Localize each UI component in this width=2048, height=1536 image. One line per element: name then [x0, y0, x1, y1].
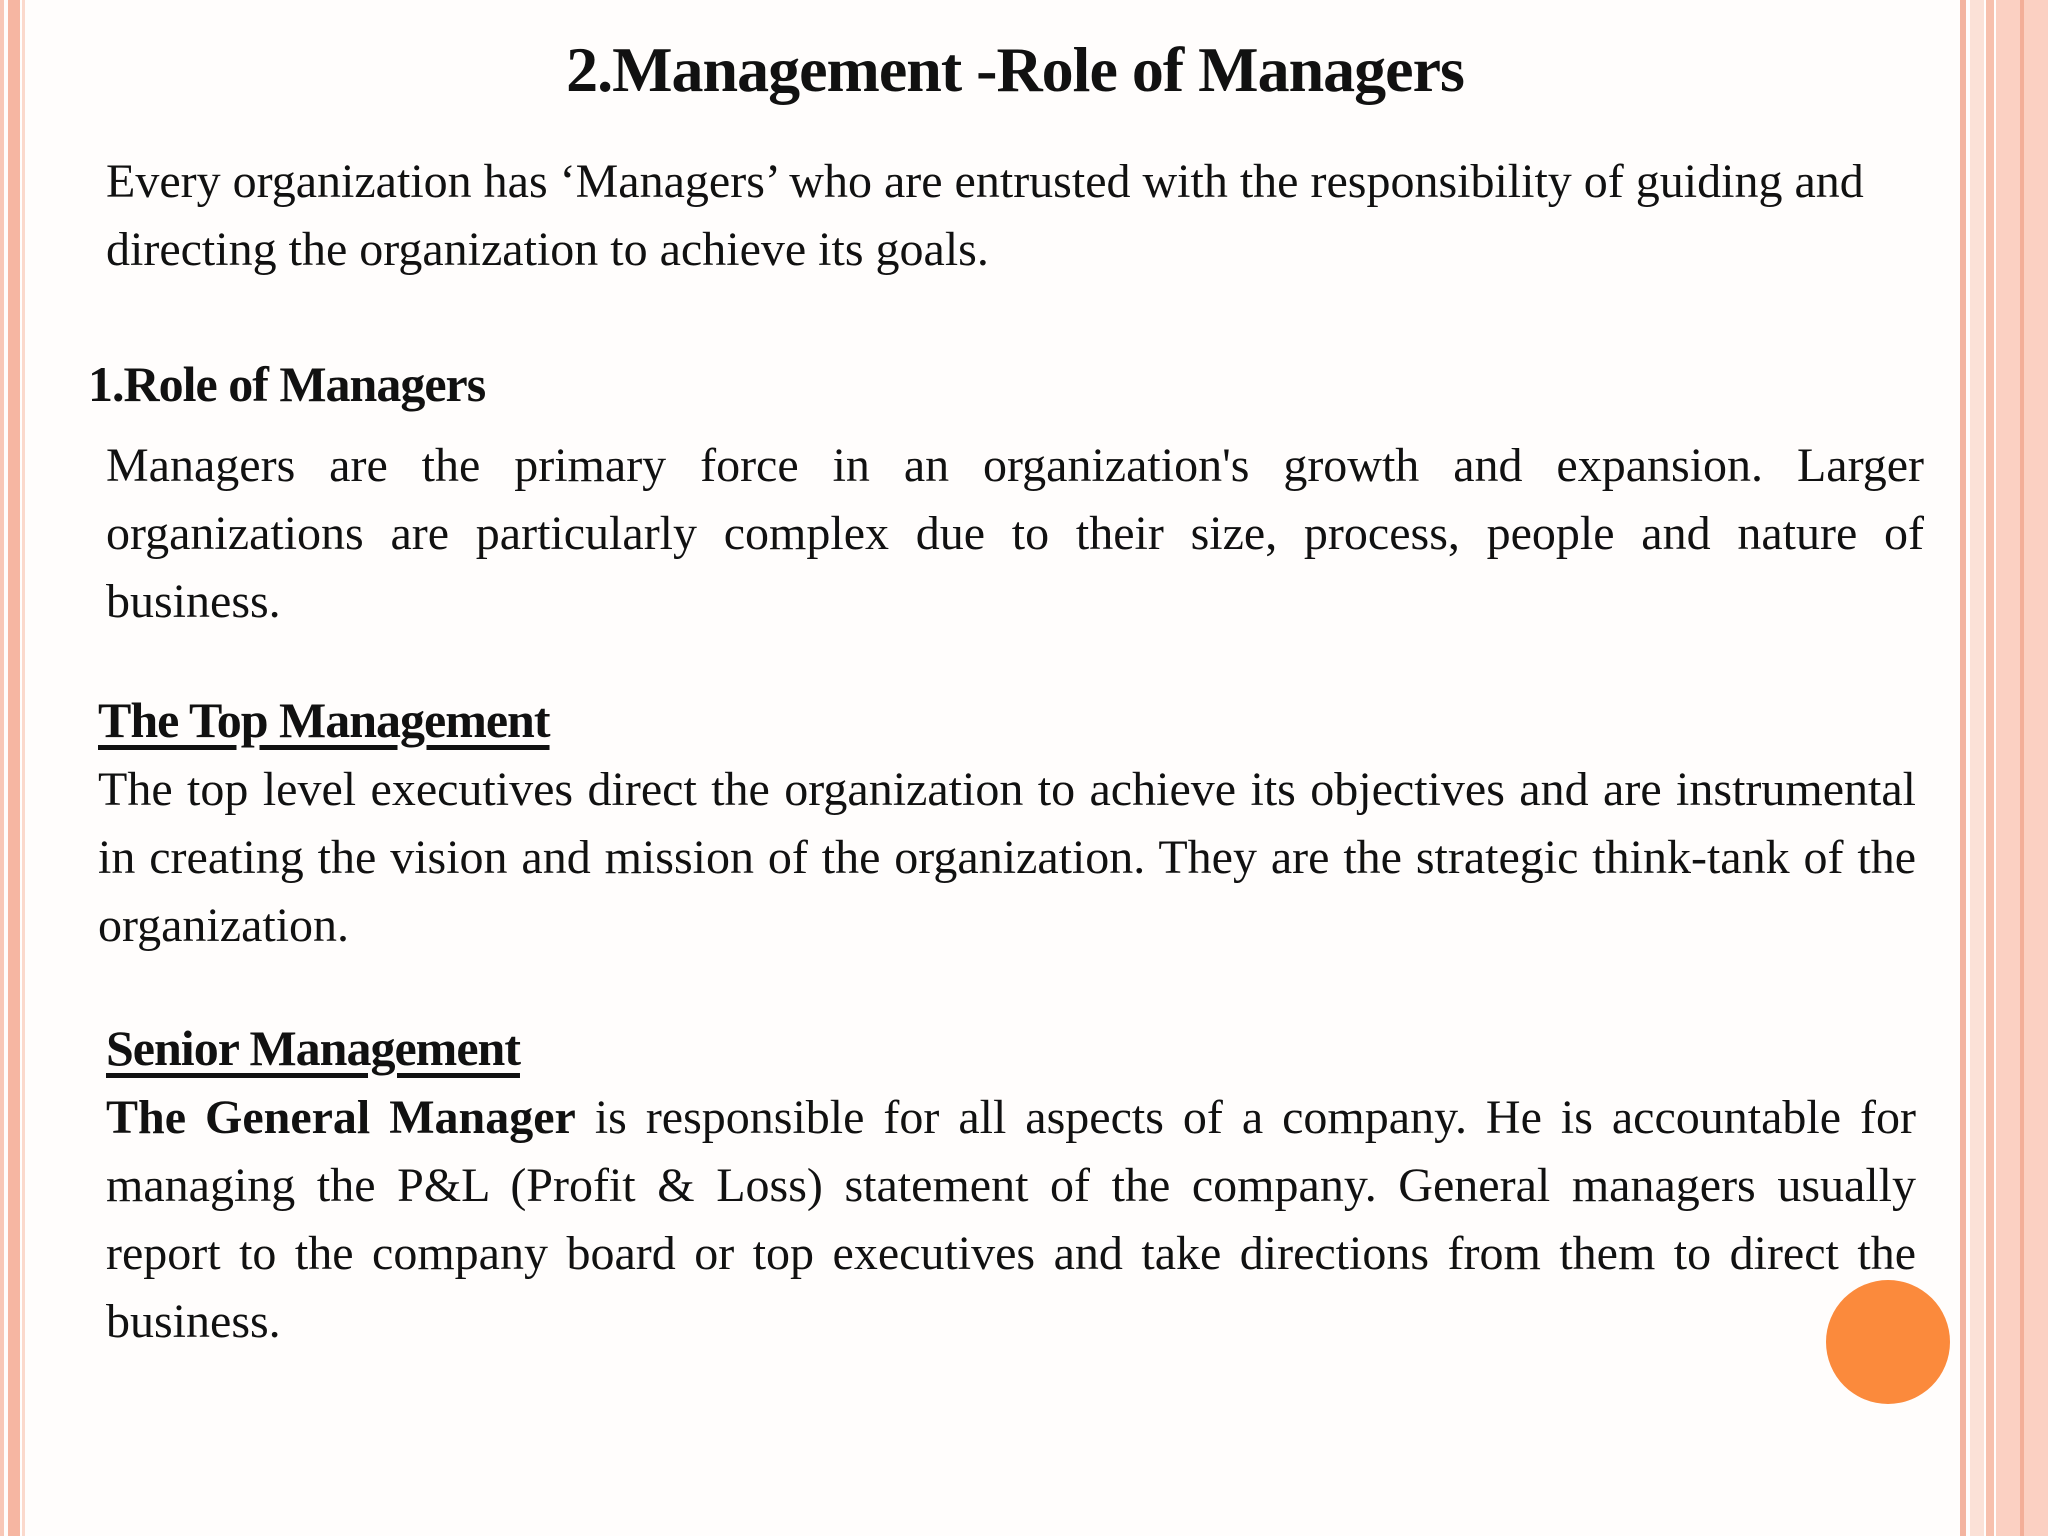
right-border-stripe [1970, 0, 1984, 1536]
roles-paragraph: Managers are the primary force in an organization's growth and expansion. Larger organizations are particularly complex due to their size, process, people and nature of business. [106, 439, 1924, 628]
intro-paragraph: Every organization has ‘Managers’ who are entrusted with the responsibility of guiding and directing the organization to achieve its goals. [106, 155, 1864, 276]
right-border-stripe [1960, 0, 1966, 1536]
left-border-stripe [22, 0, 25, 1536]
top-management-heading: The Top Management [98, 692, 550, 748]
left-border-stripe [0, 0, 4, 1536]
right-border-stripe [1986, 0, 1994, 1536]
slide-title: 2.Management -Role of Managers [566, 34, 1464, 105]
senior-management-heading: Senior Management [106, 1020, 520, 1076]
senior-management-text: is responsible for all aspects of a company. He is accountable for managing the P&L (Profit & Loss) statement of the company. General managers usually report to the company board or top executives and take directions from them to direct the business. [106, 1091, 1916, 1348]
senior-management-paragraph [106, 1084, 1916, 1356]
general-manager-label: The General Manager [106, 1091, 576, 1144]
top-management-paragraph: The top level executives direct the organization to achieve its objectives and are instrumental in creating the vision and mission of the organization. They are the strategic think-tank of the organization. [98, 763, 1916, 952]
left-border-stripe [8, 0, 20, 1536]
roles-heading: 1.Role of Managers [88, 356, 486, 412]
orange-circle-decoration [1826, 1280, 1950, 1404]
right-border-stripe [2020, 0, 2024, 1536]
